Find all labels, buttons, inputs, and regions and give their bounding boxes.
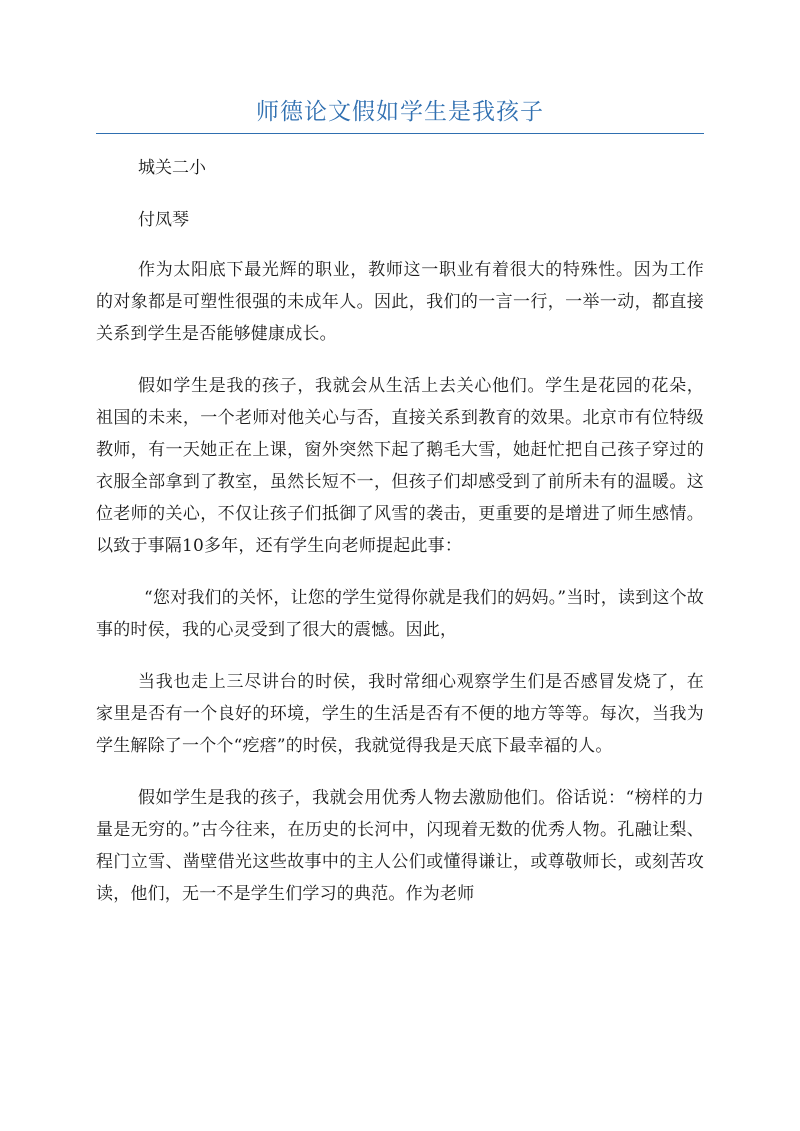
- title-underline: [96, 133, 704, 134]
- paragraph-2: 假如学生是我的孩子，我就会从生活上去关心他们。学生是花园的花朵，祖国的未来，一个老师对他关心与否，直接关系到教育的效果。北京市有位特级教师，有一天她正在上课，窗外突然下起了鹅毛大雪，她赶忙把自己孩子穿过的衣服全部拿到了教室，虽然长短不一，但孩子们却感受到了前所未有的温暖。这位老师的关心，不仅让孩子们抵御了风雪的袭击，更重要的是增进了师生感情。以致于事隔10多年，还有学生向老师提起此事：: [96, 376, 704, 556]
- author-name: 付凤琴: [138, 210, 189, 230]
- document-body: [96, 152, 704, 930]
- paragraph-5: 假如学生是我的孩子，我就会用优秀人物去激励他们。俗话说：“榜样的力量是无穷的。”古今往来，在历史的长河中，闪现着无数的优秀人物。孔融让梨、程门立雪、凿壁借光这些故事中的主人公们或懂得谦让，或尊敬师长，或刻苦攻读，他们，无一不是学生们学习的典范。作为老师: [96, 788, 704, 904]
- paragraph-4: 当我也走上三尽讲台的时侯，我时常细心观察学生们是否感冒发烧了，在家里是否有一个良好的环境，学生的生活是否有不便的地方等等。每次，当我为学生解除了一个个“疙瘩”的时侯，我就觉得我是天底下最幸福的人。: [96, 672, 704, 756]
- document-title: 师德论文假如学生是我孩子: [256, 99, 544, 125]
- paragraph-1: 作为太阳底下最光辉的职业，教师这一职业有着很大的特殊性。因为工作的对象都是可塑性很强的未成年人。因此，我们的一言一行，一举一动，都直接关系到学生是否能够健康成长。: [96, 260, 704, 344]
- school-name: 城关二小: [138, 158, 206, 178]
- paragraph-3: “您对我们的关怀，让您的学生觉得你就是我们的妈妈。”当时，读到这个故事的时侯，我的心灵受到了很大的震憾。因此，: [96, 588, 704, 640]
